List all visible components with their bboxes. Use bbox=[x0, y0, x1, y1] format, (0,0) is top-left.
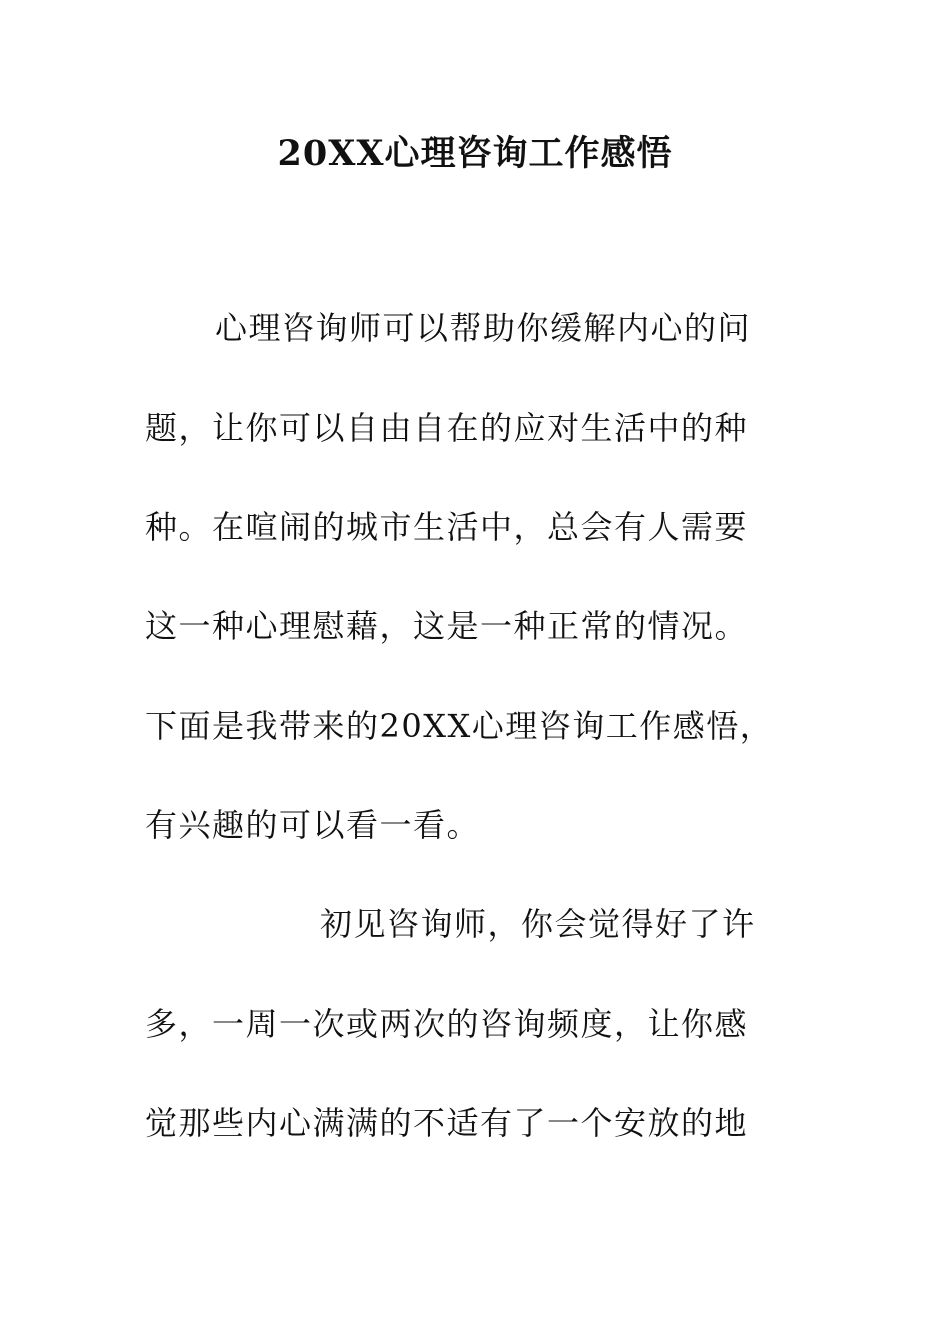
paragraph-line: 下面是我带来的20XX心理咨询工作感悟， bbox=[145, 707, 774, 745]
paragraph-line: 心理咨询师可以帮助你缓解内心的问 bbox=[215, 309, 752, 347]
paragraph-line: 有兴趣的可以看一看。 bbox=[145, 806, 481, 844]
paragraph-line: 这一种心理慰藉，这是一种正常的情况。 bbox=[145, 607, 749, 645]
paragraph-line: 初见咨询师，你会觉得好了许 bbox=[320, 905, 756, 943]
document-title: 20XX心理咨询工作感悟 bbox=[277, 133, 673, 174]
paragraph-line: 种。在喧闹的城市生活中，总会有人需要 bbox=[145, 508, 749, 546]
paragraph-line: 多，一周一次或两次的咨询频度，让你感 bbox=[145, 1005, 749, 1043]
paragraph-line: 觉那些内心满满的不适有了一个安放的地 bbox=[145, 1104, 749, 1142]
paragraph-line: 题，让你可以自由自在的应对生活中的种 bbox=[145, 409, 749, 447]
